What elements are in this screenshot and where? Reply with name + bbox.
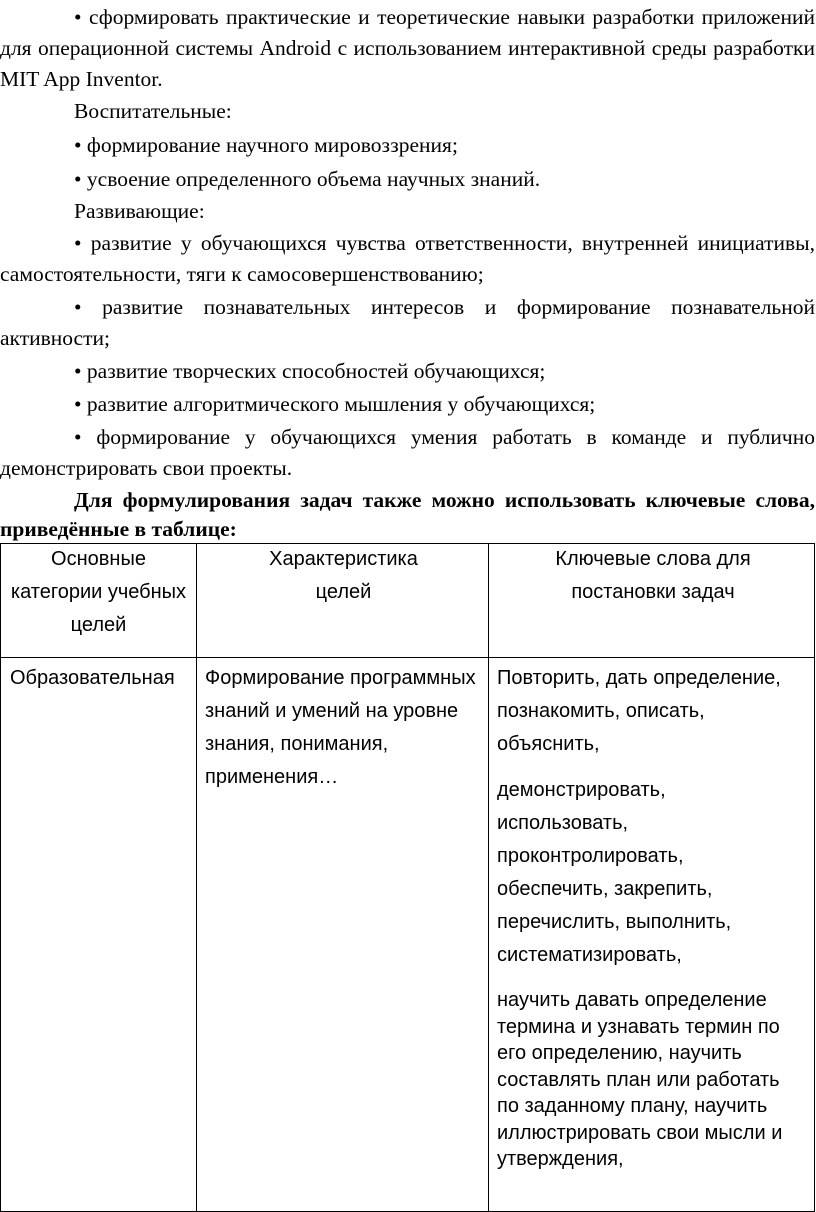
- table-header-characteristic: Характеристика целей: [269, 548, 418, 603]
- table-cell-characteristic: Формирование программных знаний и умений на уровне знания, понимания, применения…: [205, 667, 476, 788]
- heading-developmental: Развивающие:: [74, 199, 205, 223]
- keywords-table: [0, 543, 815, 1212]
- table-column-divider: [488, 544, 489, 1211]
- table-column-divider: [196, 544, 197, 1211]
- table-cell-keywords-1: Повторить, дать определение, познакомить, описать, объяснить,: [497, 667, 781, 755]
- table-header-keywords: Ключевые слова для постановки задач: [555, 548, 751, 603]
- paragraph-scientific-worldview: • формирование научного мировоззрения;: [74, 133, 458, 157]
- paragraph-keywords-intro: Для формулирования задач также можно использовать ключевые слова, приведённые в таблице:: [0, 488, 815, 541]
- table-cell-keywords-3: научить давать определение термина и узнавать термин по его определению, научить составлять план или работать по заданному плану, научить иллюстрировать свои мысли и утверждения,: [497, 989, 783, 1170]
- table-header-divider: [1, 657, 814, 658]
- paragraph-teamwork: • формирование у обучающихся умения работать в команде и публично демонстрировать свои проекты.: [0, 425, 815, 480]
- paragraph-creative-abilities: • развитие творческих способностей обучающихся;: [74, 359, 546, 383]
- paragraph-algorithmic-thinking: • развитие алгоритмического мышления у обучающихся;: [74, 392, 596, 416]
- paragraph-responsibility: • развитие у обучающихся чувства ответственности, внутренней инициативы, самостоятельности, тяги к самосовершенствованию;: [0, 231, 815, 286]
- paragraph-goal-android: • сформировать практические и теоретические навыки разработки приложений для операционной системы Android с использованием интерактивной среды разработки MIT App Inventor.: [0, 5, 815, 91]
- table-header-categories: Основные категории учебных целей: [10, 548, 187, 636]
- paragraph-cognitive-interest: • развитие познавательных интересов и формирование познавательной активности;: [0, 295, 815, 350]
- paragraph-scientific-knowledge: • усвоение определенного объема научных знаний.: [74, 167, 541, 191]
- table-cell-keywords-2: демонстрировать, использовать, проконтролировать, обеспечить, закрепить, перечислить, выполнить, систематизировать,: [497, 779, 732, 966]
- heading-educational: Воспитательные:: [74, 99, 232, 123]
- table-cell-category: Образовательная: [10, 667, 175, 689]
